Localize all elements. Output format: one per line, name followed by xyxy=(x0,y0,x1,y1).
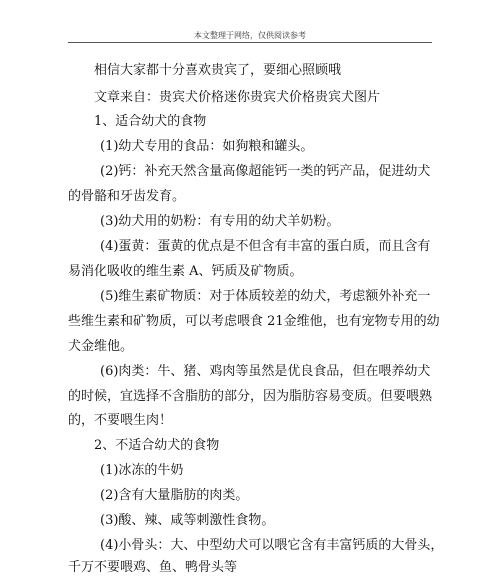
page-header: 本文整理于网络，仅供阅读参考 xyxy=(194,31,306,40)
text-line: (3)酸、辣、咸等刺激性食物。 xyxy=(100,513,275,528)
text-line: 犬金维他。 xyxy=(68,339,134,354)
text-line: (1)幼犬专用的食品：如狗粮和罐头。 xyxy=(100,139,314,154)
text-line: 的时候，宜选择不含脂肪的部分，因为脂肪容易变质。但要喂熟 xyxy=(68,389,433,404)
header-divider xyxy=(68,42,432,43)
text-line: 些维生素和矿物质，可以考虑喂食 21金维他，也有宠物专用的幼 xyxy=(68,314,440,329)
text-line: 2、不适合幼犬的食物 xyxy=(94,438,220,453)
text-line: 文章来自：贵宾犬价格迷你贵宾犬价格贵宾犬图片 xyxy=(94,90,381,105)
text-line: (4)小骨头：大、中型幼犬可以喂它含有丰富钙质的大骨头， xyxy=(100,538,444,553)
text-line: 相信大家都十分喜欢贵宾了，要细心照顾哦 xyxy=(94,63,342,78)
text-line: (2)钙：补充天然含量高像超能钙一类的钙产品，促进幼犬 xyxy=(100,164,431,179)
text-line: 易消化吸收的维生素 A、钙质及矿物质。 xyxy=(68,264,303,279)
text-line: (2)含有大量脂肪的肉类。 xyxy=(100,488,249,503)
text-line: 的骨骼和牙齿发育。 xyxy=(68,189,186,204)
text-line: (6)肉类：牛、猪、鸡肉等虽然是优良食品，但在喂养幼犬 xyxy=(100,364,431,379)
text-line: 的，不要喂生肉！ xyxy=(68,413,173,428)
text-line: 千万不要喂鸡、鱼、鸭骨头等 xyxy=(68,560,238,575)
text-line: (1)冰冻的牛奶 xyxy=(100,463,184,478)
text-line: (3)幼犬用的奶粉：有专用的幼犬羊奶粉。 xyxy=(100,214,340,229)
text-line: (4)蛋黄：蛋黄的优点是不但含有丰富的蛋白质，而且含有 xyxy=(100,239,431,254)
text-line: 1、适合幼犬的食物 xyxy=(94,114,207,129)
text-line: (5)维生素矿物质：对于体质较差的幼犬，考虑额外补充一 xyxy=(100,289,431,304)
